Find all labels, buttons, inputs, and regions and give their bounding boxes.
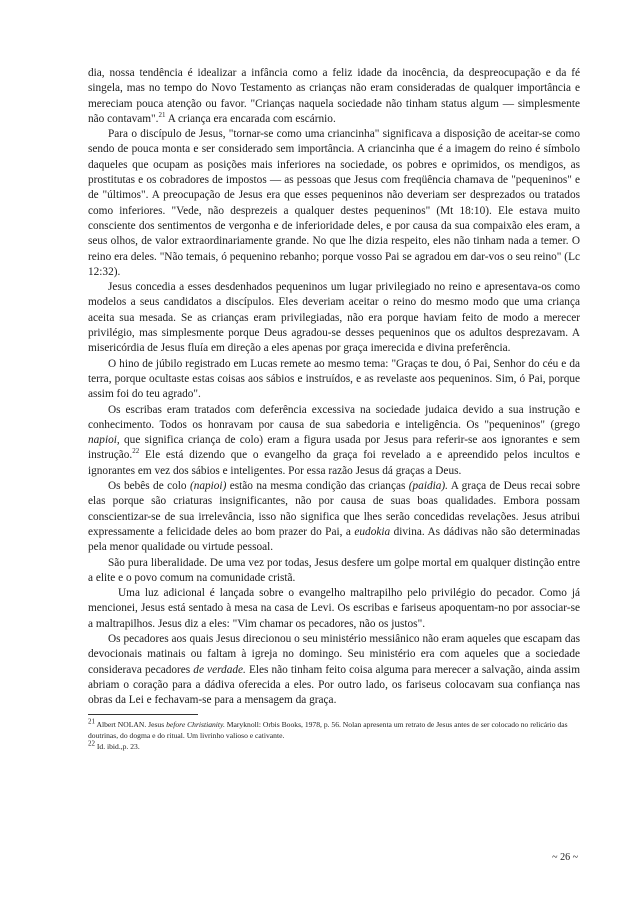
footnote-title: before Christianity.: [166, 720, 225, 730]
text-run-italic: de verdade.: [193, 663, 246, 676]
paragraph-6: [88, 479, 580, 555]
text-run: A criança era encarada com escárnio.: [167, 112, 336, 125]
text-run-italic: (napioi): [189, 480, 227, 493]
paragraph-2: Para o discípulo de Jesus, "tornar-se como uma criancinha" significava a disposição de aceitar-se como sendo de pouca monta e ser considerado sem importância. A criancinha que é a imagem do reino é símbolo daqueles que ocupam as posições mais inferiores na sociedade, os pobres e oprimidos, os mendigos, as prostitutas e os cobradores de impostos — as pessoas que Jesus com freqüência chamava de "pequeninos" e de "últimos". A preocupação de Jesus era que esses pequeninos não deveriam ser desprezados ou tratados como inferiores. "Vede, não desprezeis a qualquer destes pequeninos" (Mt 18:10). Ele estava muito consciente dos sentimentos de vergonha e de inferioridade deles, e por causa da sua compaixão eles eram, a seus olhos, de valor extraordinariamente grande. No que lhe dizia respeito, eles não tinham nada a temer. O reino era deles. "Não temais, ó pequenino rebanho; porque vosso Pai se agradou em dar-vos o seu reino" (Lc 12:32).: [88, 128, 580, 278]
text-run-italic: napioi,: [88, 434, 120, 447]
footnote-ref-21[interactable]: 21: [158, 111, 166, 120]
text-run: Os bebês de colo: [108, 480, 187, 493]
footnote-ref-22[interactable]: 22: [132, 447, 140, 456]
footnote-text: Id. ibid.,p. 23.: [96, 742, 140, 752]
text-run: que significa criança de colo) eram a figura usada por Jesus para referir-se aos ignorantes e sem instrução.: [88, 434, 580, 462]
text-run: Eles não tinham feito coisa alguma para merecer a salvação, ainda assim abriam o coração para a dádiva oferecida a eles. Por outro lado, os fariseus colocavam sua confiança nas obras da Lei e fechavam-se para a mensagem da graça.: [88, 663, 580, 707]
text-run: dia, nossa tendência é idealizar a infância como a feliz idade da inocência, da despreocupação e da fé singela, mas no tempo do Novo Testamento as crianças não eram consideradas de qualquer importância e mereciam pouca atenção ou favor. "Crianças naquela sociedade não tinham status algum — simplesmente não contavam".: [88, 67, 580, 125]
footnote-text: Maryknoll: Orbis Books, 1978, p. 56. Nolan apresenta um retrato de Jesus antes de ser colocado no relicário das doutrinas, do dogma e do ritual. Um livrinho valioso e cativante.: [88, 720, 568, 741]
paragraph-8: Uma luz adicional é lançada sobre o evangelho maltrapilho pelo privilégio do pecador. Como já mencionei, Jesus está sentado à mesa na casa de Levi. Os escribas e fariseus apoquentam-no por associar-se a maltrapilhos. Jesus diz a eles: "Vim chamar os pecadores, não os justos".: [88, 587, 580, 630]
text-run: estão na mesma condição das crianças: [229, 480, 406, 493]
footnotes: [88, 714, 580, 752]
footnote-22: [88, 741, 580, 752]
paragraph-9: [88, 632, 580, 708]
footnote-divider: [88, 714, 198, 715]
text-run: A graça de Deus recai sobre elas porque são criaturas insignificantes, não por causa de suas boas qualidades. Embora possam conscientizar-se de sua irrelevância, isso não significa que lhes serão concedidas revelações. Jesus atribui expressamente a felicidade deles ao bom prazer do Pai, a: [88, 480, 580, 538]
text-run: Os escribas eram tratados com deferência excessiva na sociedade judaica devido a sua instrução e conhecimento. Todos os honravam por causa de sua sabedoria e inteligência. Os "pequeninos" (grego: [88, 403, 580, 431]
paragraph-1: [88, 66, 580, 127]
text-run: Os pecadores aos quais Jesus direcionou o seu ministério messiânico não eram aqueles que escapam das devocionais matinais ou faltam à igreja no domingo. Seu ministério era com aqueles que a sociedade considerava pecadores: [88, 632, 580, 676]
footnote-21: [88, 719, 580, 741]
paragraph-4: O hino de júbilo registrado em Lucas remete ao mesmo tema: "Graças te dou, ó Pai, Senhor do céu e da terra, porque ocultaste estas coisas aos sábios e instruídos, e as revelaste aos pequeninos. Sim, ó Pai, porque assim foi do teu agrado".: [88, 357, 580, 401]
text-run-italic: eudokia: [354, 525, 391, 538]
paragraph-5: [88, 403, 580, 479]
paragraph-3: Jesus concedia a esses desdenhados pequeninos um lugar privilegiado no reino e apresentava-os como modelos a seus candidatos a discípulos. Eles deveriam aceitar o reino do mesmo modo que uma criança aceita sua mesada. Se as crianças eram privilegiadas, não era porque haviam feito de modo a merecer privilégio, mas simplesmente porque Deus agradou-se desses pequeninos que os adultos desprezavam. A misericórdia de Jesus fluía em direção a eles apenas por graça imerecida e divina preferência.: [88, 281, 580, 355]
text-run: divina. As dádivas não são determinadas pela menor qualidade ou virtude pessoal.: [88, 525, 581, 554]
page-number: ~ 26 ~: [552, 852, 578, 863]
text-run: Ele está dizendo que o evangelho da graça foi revelado a e apreendido pelos incultos e ignorantes em vez dos sábios e inteligentes. Por essa razão Jesus dá graças a Deus.: [88, 449, 580, 477]
paragraph-7: São pura liberalidade. De uma vez por todas, Jesus desfere um golpe mortal em qualquer distinção entre a elite e o povo comum na comunidade cristã.: [88, 556, 580, 584]
footnote-number: 22: [88, 739, 95, 748]
body-text: [88, 66, 580, 708]
footnote-author: Albert NOLAN. Jesus: [96, 720, 165, 730]
footnote-number: 21: [88, 717, 95, 726]
text-run-italic: (paidia).: [408, 480, 448, 493]
